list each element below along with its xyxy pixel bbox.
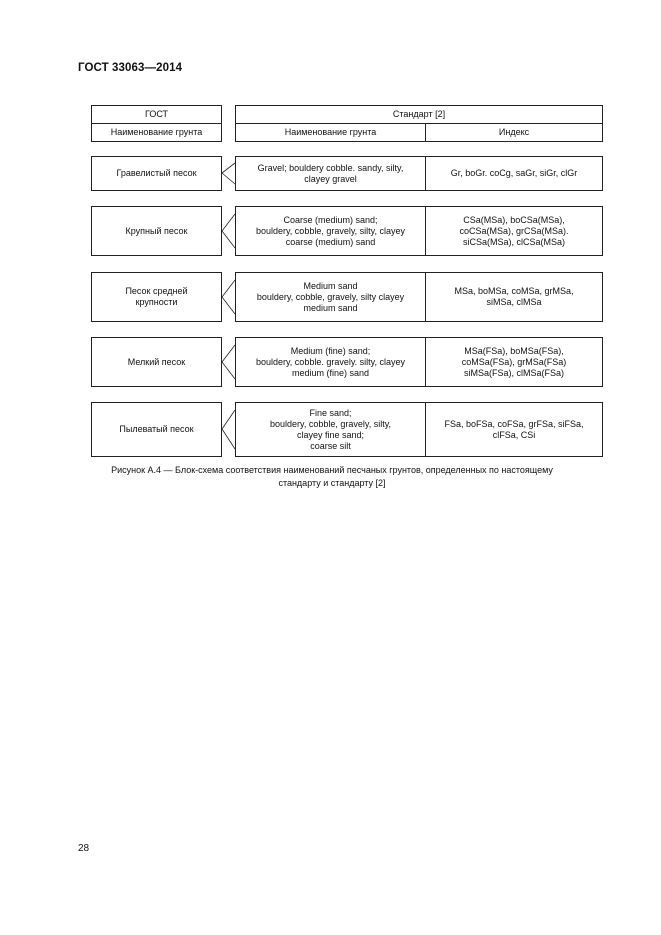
gost-soil-gravelly-sand <box>91 156 222 191</box>
standard-index-column-label: Индекс <box>498 127 530 137</box>
connector-line <box>222 214 235 231</box>
standard-name-line: clayey gravel <box>304 173 357 184</box>
standard-name-line: bouldery, cobble, gravely, silty, <box>269 418 392 429</box>
connector-line <box>222 429 235 449</box>
standard-name-line: Medium (fine) sand; <box>290 345 371 356</box>
gost-soil-fine-sand <box>91 337 222 387</box>
figure-caption <box>90 464 574 490</box>
standard-name-medium-fine-sand <box>235 337 426 387</box>
connector-line <box>222 163 235 173</box>
gost-soil-line: крупности <box>135 297 178 307</box>
gost-soil-line: Пылеватый песок <box>119 424 194 434</box>
index-medium-fine-sand <box>425 337 603 387</box>
standard-name-line: coarse silt <box>310 440 351 451</box>
standard-name-line: medium sand <box>303 302 358 313</box>
standard-name-line: bouldery, cobble, gravely, silty clayey <box>256 291 405 302</box>
gost-soil-line: Мелкий песок <box>127 356 186 367</box>
index-line: clFSa, CSi <box>492 429 536 440</box>
standard-name-line: coarse (medium) sand <box>285 236 376 247</box>
connector-line <box>222 410 235 429</box>
standard-name-line: bouldery, cobble. gravely. silty, clayey <box>255 356 406 367</box>
standard-name-line: Coarse (medium) sand; <box>283 214 378 225</box>
caption-line: стандарту и стандарту [2] <box>278 478 386 488</box>
index-line: siMSa, clMSa <box>486 297 542 307</box>
gost-soil-line: Гравелистый песок <box>116 168 197 178</box>
gost-soil-line: Песок средней <box>125 286 188 296</box>
standard-name-line: Medium sand <box>303 280 358 291</box>
page-number: 28 <box>78 843 90 854</box>
index-medium-sand <box>425 272 603 322</box>
standard-name-line: clayey fine sand; <box>296 429 365 440</box>
index-fine-sand <box>425 402 603 457</box>
index-line: FSa, boFSa, coFSa, grFSa, siFSa, <box>444 418 584 429</box>
standard-header-box <box>235 105 603 142</box>
connector-line <box>222 362 235 379</box>
standard-name-medium-sand <box>235 272 426 322</box>
index-gravel <box>425 156 603 191</box>
gost-header-box <box>91 105 222 142</box>
standard-name-gravel <box>235 156 426 191</box>
standard-header-title: Стандарт [2] <box>236 106 602 124</box>
standard-name-coarse-sand <box>235 206 426 256</box>
gost-name-column-label: Наименование грунта <box>110 127 203 137</box>
connector-line <box>222 173 235 184</box>
standard-name-line: medium (fine) sand <box>291 367 370 378</box>
standard-name-fine-sand <box>235 402 426 457</box>
index-line: coCSa(MSa), grCSa(MSa). <box>459 225 569 236</box>
index-line: siCSa(MSa), clCSa(MSa) <box>462 236 565 247</box>
standard-name-line: Gravel; bouldery cobble. sandy, silty, <box>257 162 404 173</box>
connector-line <box>222 231 235 248</box>
index-coarse-sand <box>425 206 603 256</box>
standard-name-line: bouldery, cobble, gravely, silty, clayey <box>255 225 406 236</box>
caption-line: Рисунок А.4 — Блок-схема соответствия наименований песчаных грунтов, определенных по настоящему <box>111 465 553 475</box>
gost-soil-line: Крупный песок <box>125 225 188 236</box>
index-line: siMSa(FSa), clMSa(FSa) <box>463 367 564 378</box>
index-line: coMSa(FSa), grMSa(FSa) <box>461 356 567 367</box>
gost-soil-medium-sand <box>91 272 222 322</box>
index-line: Gr, boGr. coCg, saGr, siGr, clGr <box>450 168 578 178</box>
index-line: CSa(MSa), boCSa(MSa), <box>463 214 565 225</box>
gost-soil-silty-sand <box>91 402 222 457</box>
connector-line <box>222 280 235 297</box>
standard-name-line: Fine sand; <box>309 407 352 418</box>
standard-name-column-label: Наименование грунта <box>236 124 426 141</box>
document-id: ГОСТ 33063—2014 <box>78 62 183 74</box>
connector-line <box>222 345 235 362</box>
connector-line <box>222 297 235 314</box>
index-line: MSa, boMSa, coMSa, grMSa, <box>454 286 574 296</box>
index-line: MSa(FSa), boMSa(FSa), <box>464 345 564 356</box>
gost-soil-coarse-sand <box>91 206 222 256</box>
gost-header-title: ГОСТ <box>92 106 221 124</box>
